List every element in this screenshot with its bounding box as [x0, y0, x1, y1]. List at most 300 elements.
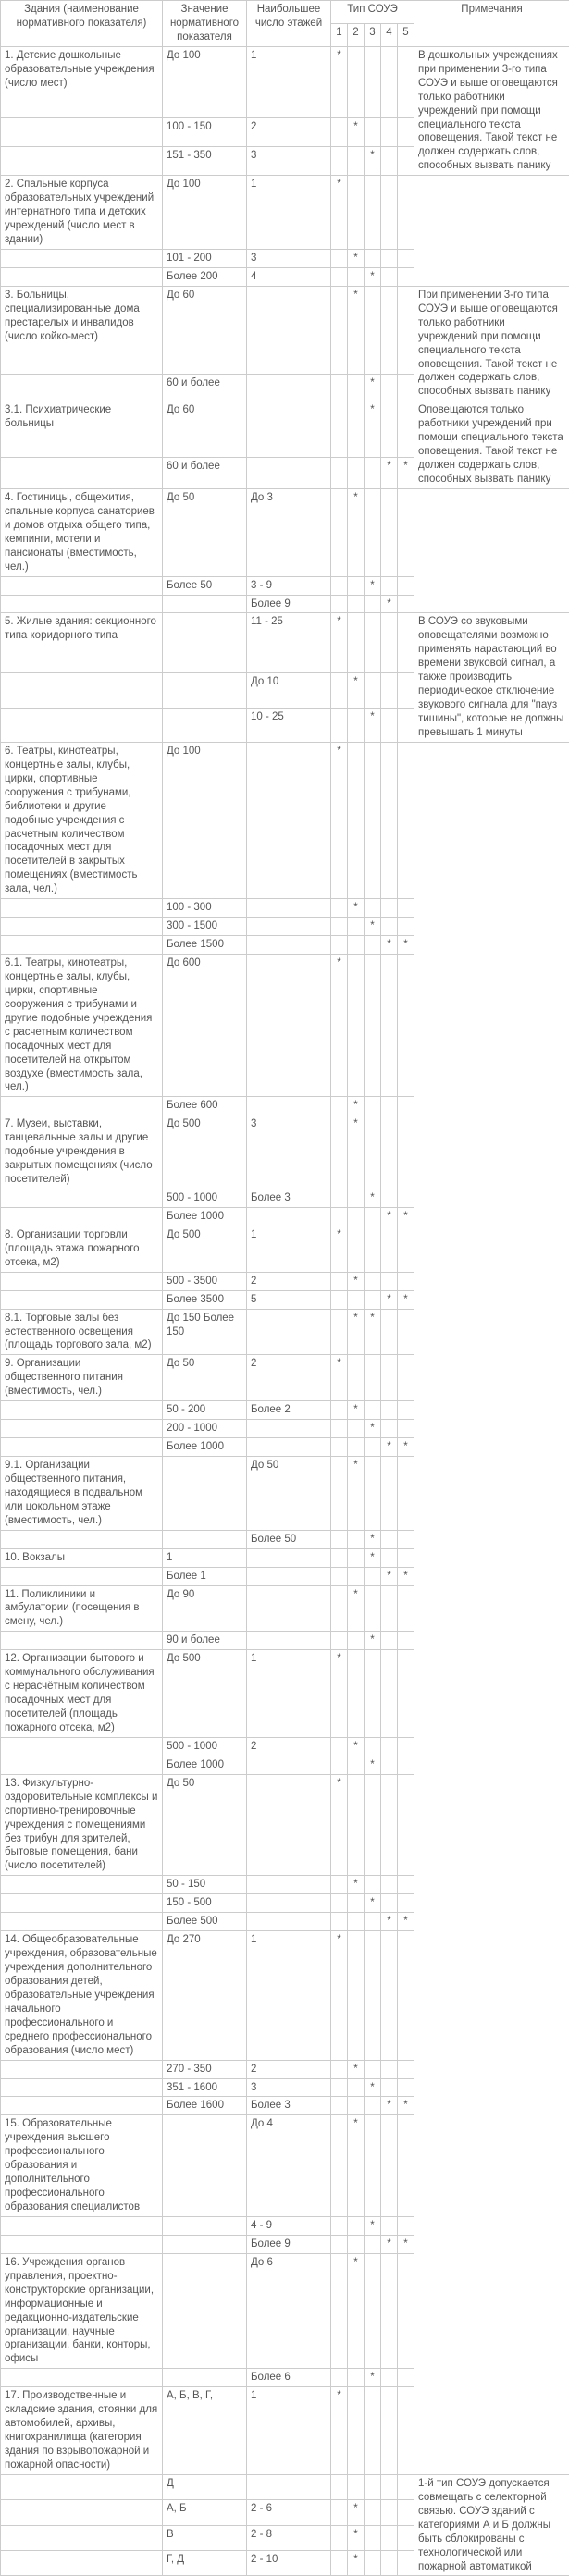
value-cell: Г, Д: [163, 2551, 247, 2576]
type-5-cell: [398, 576, 414, 595]
type-2-cell: [348, 2387, 365, 2475]
building-cell: [1, 2097, 163, 2115]
value-cell: А, Б: [163, 2500, 247, 2525]
value-cell: 50 - 150: [163, 1876, 247, 1894]
type-4-cell: [381, 46, 398, 117]
floors-cell: До 4: [247, 2115, 331, 2217]
floors-cell: [247, 1548, 331, 1567]
type-1-cell: [331, 267, 348, 286]
building-cell: 3. Больницы, специализированные дома престарелых и инвалидов (число койко-мест): [1, 286, 163, 374]
value-cell: До 270: [163, 1931, 247, 2060]
floors-column-header: Наибольшее число этажей: [247, 1, 331, 47]
floors-cell: [247, 742, 331, 898]
floors-cell: [247, 457, 331, 488]
type-4-cell: [381, 1774, 398, 1876]
type-4-mark: *: [381, 457, 398, 488]
floors-cell: До 6: [247, 2253, 331, 2369]
type-2-mark: *: [348, 1097, 365, 1115]
building-cell: 12. Организации бытового и коммунального обслуживания с нерасчётным количеством посадочных мест для посетителей (площадь пожарного отсека, м2): [1, 1650, 163, 1738]
type-3-cell: [365, 2500, 381, 2525]
type-1-mark: *: [331, 1226, 348, 1272]
type-2-mark: *: [348, 1309, 365, 1355]
type-3-cell: [365, 1207, 381, 1226]
type-4-cell: [381, 1894, 398, 1913]
floors-cell: 10 - 25: [247, 708, 331, 742]
floors-cell: 2: [247, 2060, 331, 2078]
type-5-cell: [398, 401, 414, 457]
type-1-cell: [331, 1309, 348, 1355]
type-4-cell: [381, 1420, 398, 1438]
type-1-mark: *: [331, 176, 348, 250]
type-2-mark: *: [348, 2253, 365, 2369]
type-4-cell: [381, 2253, 398, 2369]
type-5-cell: [398, 708, 414, 742]
type-5-cell: [398, 1632, 414, 1650]
type-2-cell: [348, 918, 365, 936]
type-3-mark: *: [365, 375, 381, 401]
type-3-mark: *: [365, 401, 381, 457]
building-cell: 5. Жилые здания: секционного типа коридорного типа: [1, 613, 163, 673]
type-4-cell: [381, 1097, 398, 1115]
type-1-cell: [331, 1207, 348, 1226]
type-4-cell: [381, 1530, 398, 1548]
building-cell: [1, 2551, 163, 2576]
building-cell: [1, 249, 163, 267]
type-3-cell: [365, 1567, 381, 1585]
type-5-cell: [398, 1097, 414, 1115]
type-1-mark: *: [331, 742, 348, 898]
type-5-cell: [398, 147, 414, 176]
type-4-cell: [381, 1457, 398, 1531]
type-4-cell: [381, 2500, 398, 2525]
type-4-cell: [381, 1115, 398, 1189]
building-cell: 7. Музеи, выставки, танцевальные залы и другие подобные учреждения в закрытых помещениях (число посетителей): [1, 1115, 163, 1189]
type-5-cell: [398, 2115, 414, 2217]
building-cell: [1, 1876, 163, 1894]
type-1-cell: [331, 899, 348, 918]
type-1-cell: [331, 1913, 348, 1931]
floors-cell: [247, 1207, 331, 1226]
type-4-cell: [381, 1737, 398, 1756]
floors-cell: Более 3: [247, 2097, 331, 2115]
type-2-cell: [348, 955, 365, 1097]
type-5-cell: [398, 1876, 414, 1894]
floors-cell: 1: [247, 46, 331, 117]
type-3-cell: [365, 1774, 381, 1876]
value-cell: Более 1: [163, 1567, 247, 1585]
building-cell: 9. Организации общественного питания (вместимость, чел.): [1, 1355, 163, 1401]
type-4-mark: *: [381, 2097, 398, 2115]
notes-cell: [414, 176, 569, 287]
building-cell: 8.1. Торговые залы без естественного освещения (площадь торгового зала, м2): [1, 1309, 163, 1355]
floors-cell: [247, 1774, 331, 1876]
type-5-cell: [398, 899, 414, 918]
type-5-cell: [398, 1650, 414, 1738]
type-4-cell: [381, 1548, 398, 1567]
building-cell: 2. Спальные корпуса образовательных учреждений интернатного типа и детских учреждений (число мест в здании): [1, 176, 163, 250]
type-3-cell: [365, 1650, 381, 1738]
type-1-cell: [331, 2216, 348, 2235]
type-3-cell: [365, 1115, 381, 1189]
type-4-cell: [381, 286, 398, 374]
value-cell: 1: [163, 1548, 247, 1567]
type-2-cell: [348, 2235, 365, 2253]
floors-cell: До 3: [247, 488, 331, 576]
type-3-mark: *: [365, 1894, 381, 1913]
type-2-cell: [348, 1530, 365, 1548]
type-5-cell: [398, 742, 414, 898]
type-5-cell: [398, 1530, 414, 1548]
type-2-cell: [348, 2097, 365, 2115]
value-cell: 500 - 1000: [163, 1737, 247, 1756]
value-cell: [163, 673, 247, 708]
type-3-cell: [365, 1355, 381, 1401]
type-5-cell: [398, 267, 414, 286]
type-4-cell: [381, 1585, 398, 1632]
type-4-cell: [381, 375, 398, 401]
type-1-cell: [331, 1115, 348, 1189]
type-2-mark: *: [348, 286, 365, 374]
type-4-mark: *: [381, 1438, 398, 1457]
floors-cell: 2 - 8: [247, 2525, 331, 2550]
type-3-cell: [365, 2097, 381, 2115]
type-3-cell: [365, 176, 381, 250]
type-2-cell: [348, 1567, 365, 1585]
floors-cell: До 50: [247, 1457, 331, 1531]
type-3-cell: [365, 1272, 381, 1290]
type-2-mark: *: [348, 2525, 365, 2550]
type-4-header: 4: [381, 23, 398, 46]
type-1-cell: [331, 936, 348, 955]
type-4-cell: [381, 249, 398, 267]
floors-cell: 1: [247, 2387, 331, 2475]
type-5-cell: [398, 1355, 414, 1401]
type-1-cell: [331, 2235, 348, 2253]
value-cell: Более 1500: [163, 936, 247, 955]
type-4-cell: [381, 576, 398, 595]
floors-cell: До 10: [247, 673, 331, 708]
type-5-cell: [398, 2078, 414, 2097]
floors-cell: [247, 1913, 331, 1931]
type-3-mark: *: [365, 1530, 381, 1548]
type-2-mark: *: [348, 1272, 365, 1290]
type-3-mark: *: [365, 1420, 381, 1438]
value-column-header: Значение нормативного показателя: [163, 1, 247, 47]
value-cell: Более 1000: [163, 1207, 247, 1226]
value-cell: Более 200: [163, 267, 247, 286]
type-5-cell: [398, 1548, 414, 1567]
type-2-header: 2: [348, 23, 365, 46]
type-5-cell: [398, 2060, 414, 2078]
notes-column-header: Примечания: [414, 1, 569, 47]
type-5-cell: [398, 1457, 414, 1531]
type-4-cell: [381, 2525, 398, 2550]
value-cell: [163, 595, 247, 613]
building-cell: 14. Общеобразовательные учреждения, образовательные учреждения дополнительного образования детей, образовательные учреждения начального профессионального и среднего профессионального образования (число мест): [1, 1931, 163, 2060]
type-1-cell: [331, 576, 348, 595]
type-2-mark: *: [348, 2060, 365, 2078]
type-3-cell: [365, 936, 381, 955]
type-4-cell: [381, 1355, 398, 1401]
type-3-mark: *: [365, 1189, 381, 1208]
type-4-cell: [381, 899, 398, 918]
type-3-mark: *: [365, 708, 381, 742]
type-4-cell: [381, 2369, 398, 2387]
building-cell: 17. Производственные и складские здания, стоянки для автомобилей, архивы, книгохранилища (категория здания по взрывопожарной и пожарной опасности): [1, 2387, 163, 2475]
type-2-cell: [348, 595, 365, 613]
building-cell: [1, 147, 163, 176]
table-row: [1, 742, 569, 898]
type-4-cell: [381, 267, 398, 286]
type-4-mark: *: [381, 936, 398, 955]
floors-cell: [247, 2474, 331, 2499]
type-2-mark: *: [348, 488, 365, 576]
type-1-cell: [331, 595, 348, 613]
type-4-cell: [381, 1756, 398, 1774]
type-4-cell: [381, 401, 398, 457]
value-cell: Более 50: [163, 576, 247, 595]
type-3-mark: *: [365, 267, 381, 286]
floors-cell: Более 6: [247, 2369, 331, 2387]
type-2-cell: [348, 708, 365, 742]
type-2-cell: [348, 1756, 365, 1774]
type-1-cell: [331, 1737, 348, 1756]
value-cell: 151 - 350: [163, 147, 247, 176]
value-cell: [163, 1457, 247, 1531]
type-3-cell: [365, 595, 381, 613]
type-3-cell: [365, 118, 381, 147]
table-row: [1, 401, 569, 457]
floors-cell: 2: [247, 118, 331, 147]
value-cell: В: [163, 2525, 247, 2550]
type-5-cell: [398, 1401, 414, 1420]
notes-cell: 1-й тип СОУЭ допускается совмещать с селекторной связью. СОУЭ зданий с категориями А и Б должны быть сблокированы с технологической или пожарной автоматикой: [414, 2474, 569, 2576]
floors-cell: [247, 1876, 331, 1894]
value-cell: 200 - 1000: [163, 1420, 247, 1438]
value-cell: Более 1000: [163, 1438, 247, 1457]
type-5-cell: [398, 2216, 414, 2235]
building-cell: 6. Театры, кинотеатры, концертные залы, клубы, цирки, спортивные сооружения с трибунами, библиотеки и другие подобные учреждения с расчетным количеством посадочных мест для посетителей в закрытых помещениях (вместимость зала, чел.): [1, 742, 163, 898]
type-3-mark: *: [365, 2078, 381, 2097]
floors-cell: Более 9: [247, 595, 331, 613]
type-1-cell: [331, 1097, 348, 1115]
building-cell: 8. Организации торговли (площадь этажа пожарного отсека, м2): [1, 1226, 163, 1272]
type-5-header: 5: [398, 23, 414, 46]
type-5-mark: *: [398, 1290, 414, 1309]
type-4-mark: *: [381, 1913, 398, 1931]
type-5-cell: [398, 918, 414, 936]
type-2-cell: [348, 2216, 365, 2235]
type-1-cell: [331, 1290, 348, 1309]
type-2-mark: *: [348, 1115, 365, 1189]
value-cell: 60 и более: [163, 457, 247, 488]
type-1-cell: [331, 401, 348, 457]
building-cell: [1, 708, 163, 742]
type-3-header: 3: [365, 23, 381, 46]
type-1-cell: [331, 249, 348, 267]
value-cell: До 50: [163, 488, 247, 576]
type-2-cell: [348, 1913, 365, 1931]
type-5-cell: [398, 375, 414, 401]
floors-cell: 4 - 9: [247, 2216, 331, 2235]
building-cell: [1, 1632, 163, 1650]
type-2-cell: [348, 1420, 365, 1438]
type-1-cell: [331, 375, 348, 401]
floors-cell: 1: [247, 176, 331, 250]
type-2-cell: [348, 1548, 365, 1567]
building-cell: [1, 899, 163, 918]
value-cell: [163, 613, 247, 673]
type-3-cell: [365, 1876, 381, 1894]
type-2-cell: [348, 1931, 365, 2060]
type-4-cell: [381, 1272, 398, 1290]
building-cell: [1, 457, 163, 488]
type-1-cell: [331, 673, 348, 708]
floors-cell: Более 3: [247, 1189, 331, 1208]
type-1-mark: *: [331, 46, 348, 117]
type-1-header: 1: [331, 23, 348, 46]
type-1-cell: [331, 1548, 348, 1567]
building-cell: 15. Образовательные учреждения высшего профессионального образования и дополнительного профессионального образования специалистов: [1, 2115, 163, 2217]
type-1-cell: [331, 708, 348, 742]
type-5-cell: [398, 2500, 414, 2525]
type-1-cell: [331, 2078, 348, 2097]
value-cell: [163, 2216, 247, 2235]
type-5-cell: [398, 46, 414, 117]
type-1-cell: [331, 118, 348, 147]
building-cell: [1, 2216, 163, 2235]
value-cell: 100 - 300: [163, 899, 247, 918]
type-4-mark: *: [381, 595, 398, 613]
type-4-mark: *: [381, 2235, 398, 2253]
soue-type-column-header: Тип СОУЭ: [331, 1, 414, 24]
type-1-mark: *: [331, 1774, 348, 1876]
floors-cell: 4: [247, 267, 331, 286]
type-1-cell: [331, 1457, 348, 1531]
type-1-cell: [331, 2369, 348, 2387]
building-cell: [1, 1894, 163, 1913]
value-cell: До 60: [163, 286, 247, 374]
notes-cell: В СОУЭ со звуковыми оповещателями возможно применять нарастающий во времени звуковой сигнал, а также производить периодическое отключение звукового сигнала для "пауз тишины", которые не должны превышать 1 минуты: [414, 613, 569, 742]
floors-cell: Более 50: [247, 1530, 331, 1548]
value-cell: Более 500: [163, 1913, 247, 1931]
floors-cell: [247, 1585, 331, 1632]
floors-cell: 11 - 25: [247, 613, 331, 673]
type-5-mark: *: [398, 1438, 414, 1457]
type-5-cell: [398, 1189, 414, 1208]
value-cell: До 60: [163, 401, 247, 457]
type-1-cell: [331, 457, 348, 488]
type-2-cell: [348, 1438, 365, 1457]
type-1-cell: [331, 1272, 348, 1290]
notes-cell: При применении 3-го типа СОУЭ и выше оповещаются только работники учреждений при помощи специального текста оповещения. Такой текст не должен содержать слов, способных вызвать панику: [414, 286, 569, 401]
value-cell: [163, 2253, 247, 2369]
type-2-mark: *: [348, 1585, 365, 1632]
type-1-cell: [331, 1420, 348, 1438]
type-1-cell: [331, 1189, 348, 1208]
type-3-cell: [365, 488, 381, 576]
building-cell: [1, 673, 163, 708]
type-1-cell: [331, 2551, 348, 2576]
type-5-cell: [398, 2253, 414, 2369]
type-5-cell: [398, 1894, 414, 1913]
type-2-cell: [348, 401, 365, 457]
value-cell: Более 1600: [163, 2097, 247, 2115]
value-cell: 500 - 1000: [163, 1189, 247, 1208]
building-cell: [1, 936, 163, 955]
type-2-cell: [348, 375, 365, 401]
floors-cell: [247, 286, 331, 374]
value-cell: [163, 1530, 247, 1548]
notes-cell: [414, 742, 569, 2474]
value-cell: А, Б, В, Г,: [163, 2387, 247, 2475]
building-cell: 9.1. Организации общественного питания, находящиеся в подвальном или цокольном этаже (вместимость, чел.): [1, 1457, 163, 1531]
type-5-cell: [398, 613, 414, 673]
value-cell: До 50: [163, 1355, 247, 1401]
type-5-cell: [398, 1309, 414, 1355]
type-3-cell: [365, 1737, 381, 1756]
value-cell: 351 - 1600: [163, 2078, 247, 2097]
type-2-cell: [348, 2369, 365, 2387]
building-cell: [1, 2525, 163, 2550]
type-1-cell: [331, 1894, 348, 1913]
type-4-cell: [381, 2216, 398, 2235]
notes-cell: [414, 488, 569, 613]
type-1-mark: *: [331, 613, 348, 673]
type-1-mark: *: [331, 2387, 348, 2475]
building-cell: [1, 2474, 163, 2499]
value-cell: До 100: [163, 176, 247, 250]
value-cell: [163, 2115, 247, 2217]
type-4-cell: [381, 1401, 398, 1420]
type-1-cell: [331, 1530, 348, 1548]
type-5-cell: [398, 1774, 414, 1876]
building-cell: [1, 576, 163, 595]
type-2-cell: [348, 1774, 365, 1876]
type-3-mark: *: [365, 2369, 381, 2387]
building-cell: 13. Физкультурно-оздоровительные комплексы и спортивно-тренировочные учреждения с помещениями без трибун для зрителей, бытовые помещения, бани (число посетителей): [1, 1774, 163, 1876]
building-cell: [1, 1530, 163, 1548]
type-2-cell: [348, 1632, 365, 1650]
floors-cell: 3: [247, 2078, 331, 2097]
type-2-cell: [348, 147, 365, 176]
building-cell: [1, 2500, 163, 2525]
building-cell: [1, 375, 163, 401]
value-cell: До 100: [163, 46, 247, 117]
type-4-cell: [381, 2078, 398, 2097]
type-3-mark: *: [365, 2216, 381, 2235]
type-5-cell: [398, 673, 414, 708]
type-3-cell: [365, 1401, 381, 1420]
type-3-cell: [365, 2474, 381, 2499]
table-row: [1, 176, 569, 250]
building-cell: [1, 1420, 163, 1438]
notes-cell: Оповещаются только работники учреждений при помощи специального текста оповещения. Такой текст не должен содержать слов, способных вызвать панику: [414, 401, 569, 489]
table-row: [1, 46, 569, 117]
floors-cell: [247, 955, 331, 1097]
floors-cell: 1: [247, 1226, 331, 1272]
floors-cell: 2 - 10: [247, 2551, 331, 2576]
value-cell: 50 - 200: [163, 1401, 247, 1420]
type-4-cell: [381, 673, 398, 708]
header-row: [1, 1, 569, 24]
type-4-mark: *: [381, 1207, 398, 1226]
type-5-cell: [398, 2369, 414, 2387]
building-cell: [1, 1290, 163, 1309]
type-4-cell: [381, 742, 398, 898]
building-cell: [1, 918, 163, 936]
type-4-mark: *: [381, 1567, 398, 1585]
